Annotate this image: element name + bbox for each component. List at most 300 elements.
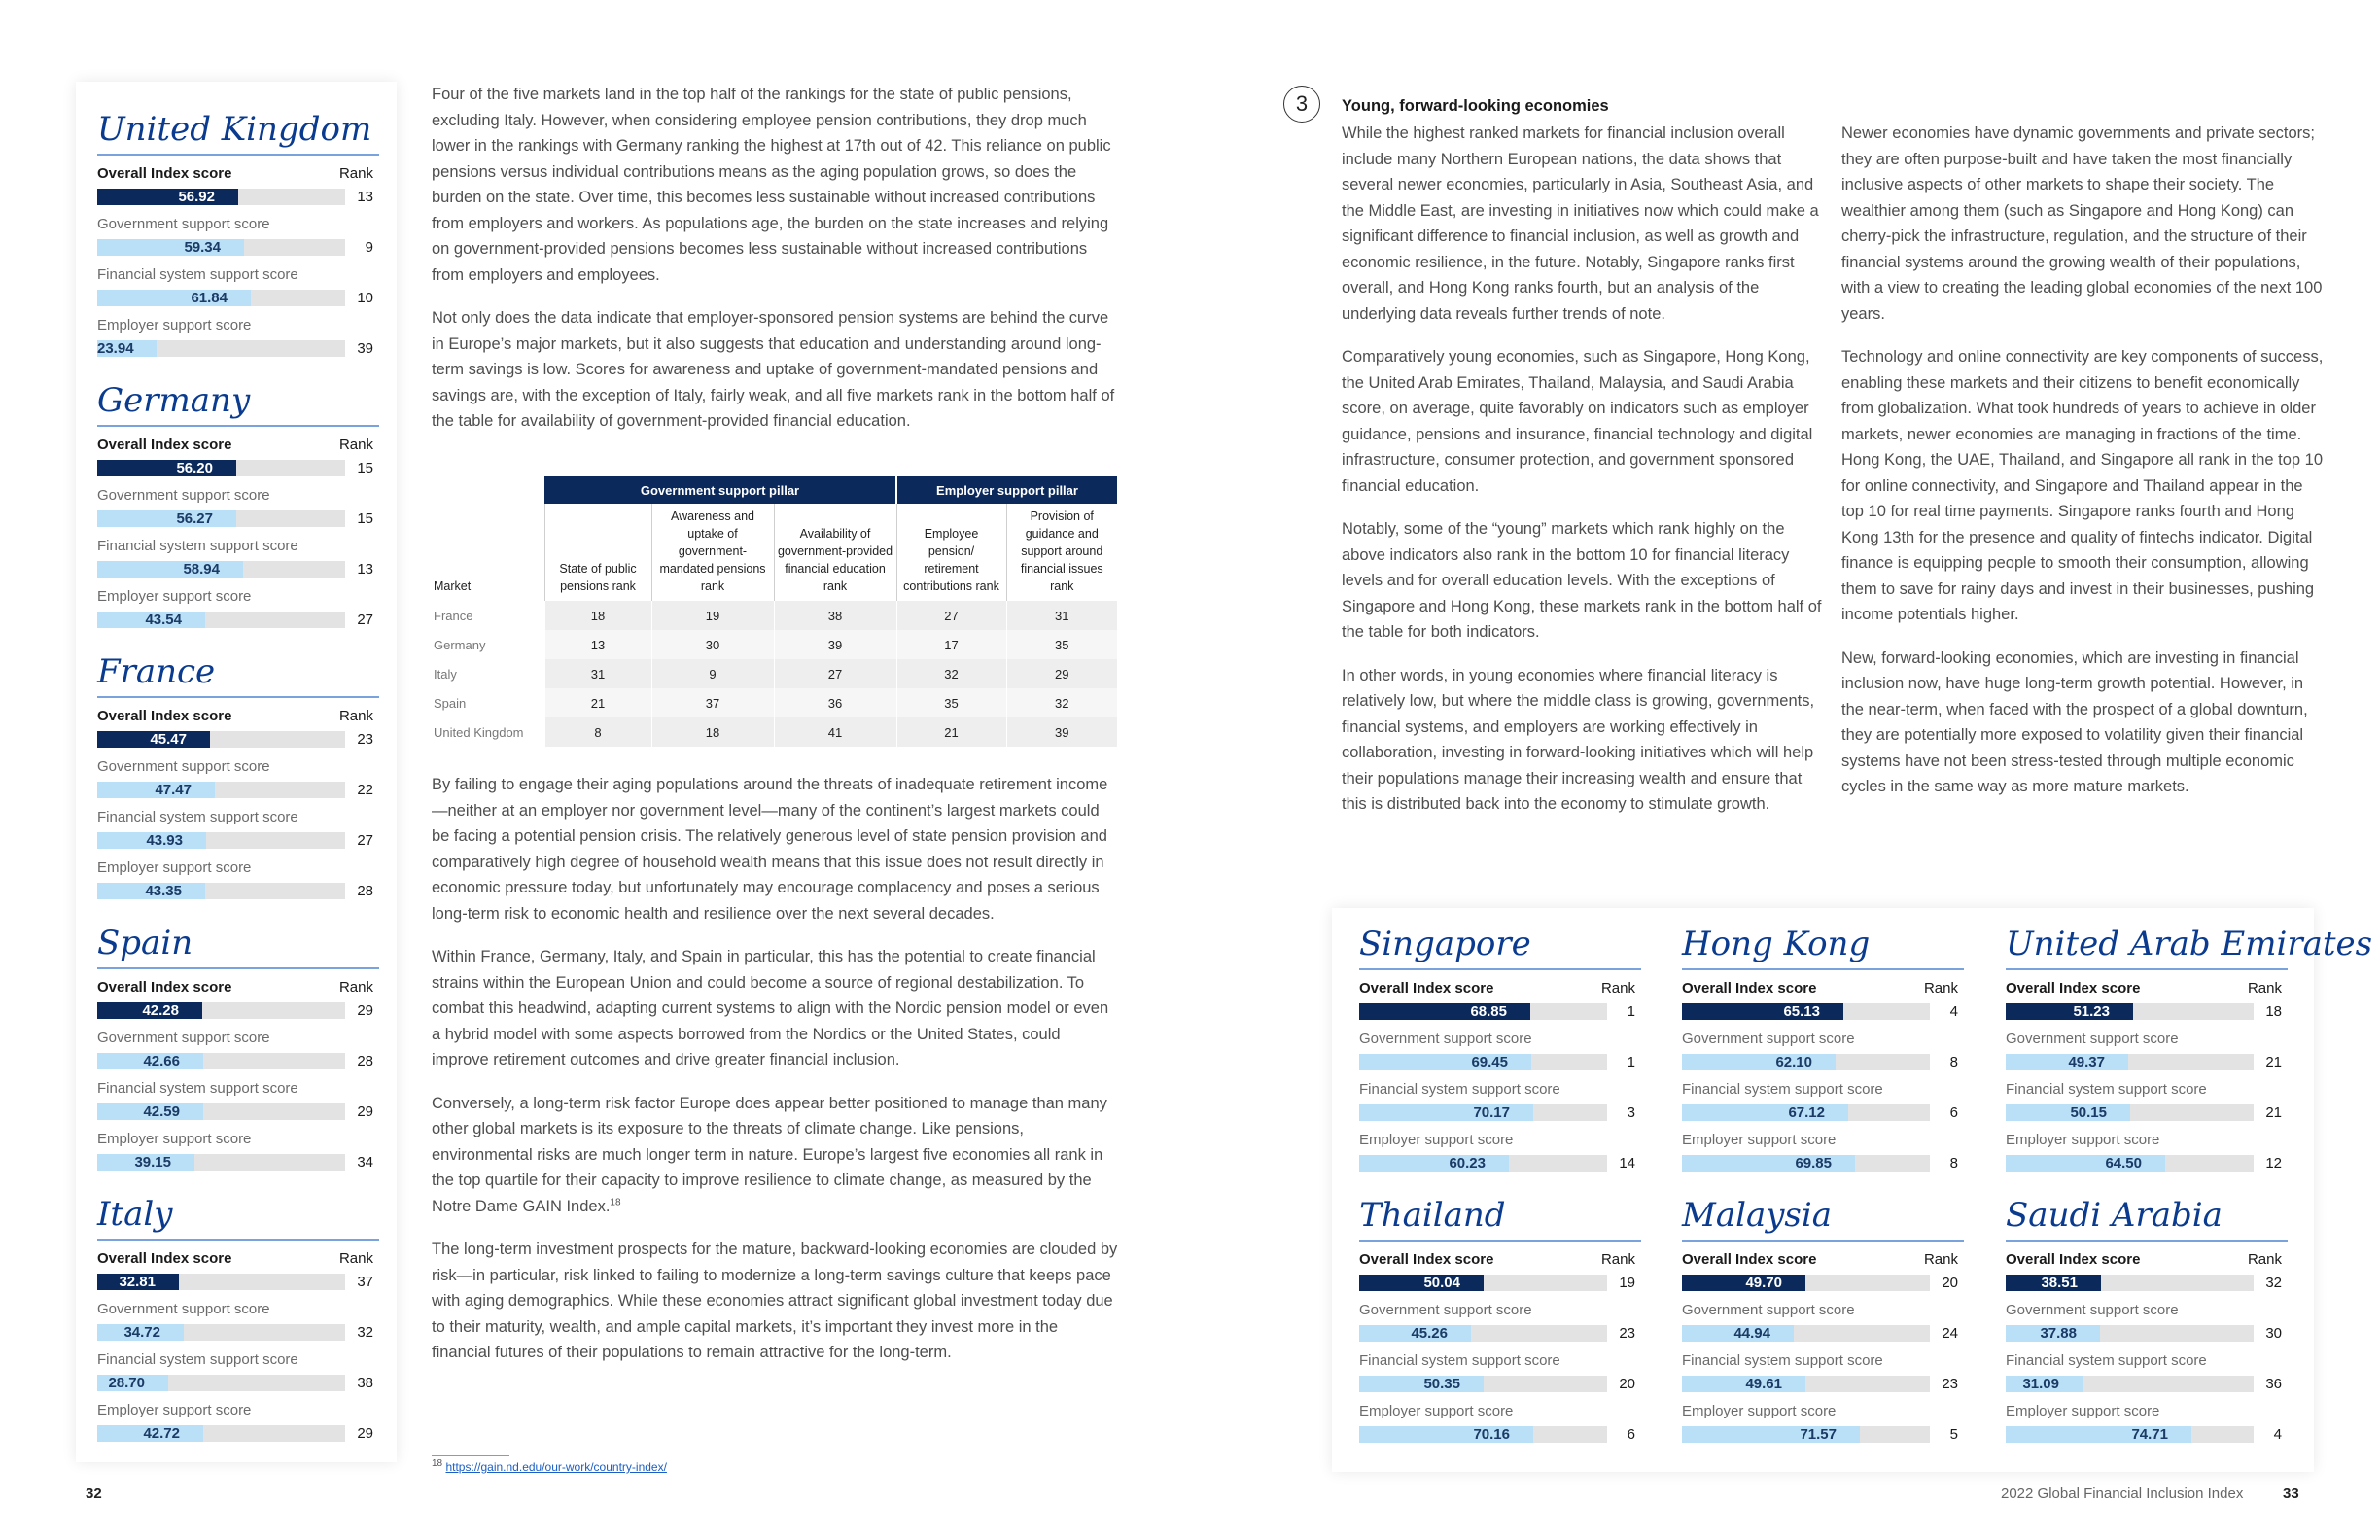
government-support-score-label: Government support score [2006, 1031, 2179, 1047]
employer-support-score-bar-track [97, 612, 345, 628]
government-support-score-label: Government support score [1682, 1031, 1855, 1047]
rank-cell: 38 [774, 601, 896, 630]
government-support-score-bar-track [97, 782, 345, 798]
financial-system-support-score-rank: 20 [1619, 1376, 1635, 1392]
country-name: Saudi Arabia [2006, 1195, 2288, 1242]
employer-support-score-bar-track [1682, 1426, 1930, 1443]
employer-support-score-label: Employer support score [1682, 1403, 1837, 1419]
government-support-score-row [2006, 1302, 2288, 1352]
overall-index-score-rank: 1 [1627, 1003, 1635, 1020]
government-support-score-rank: 15 [357, 510, 373, 527]
employer-support-score-rank: 28 [357, 883, 373, 899]
government-support-score-rank: 22 [357, 782, 373, 798]
footnote-number: 18 [432, 1458, 443, 1469]
employer-support-score-row [97, 1402, 379, 1452]
paragraph: New, forward-looking economies, which are investing in financial inclusion now, have huge long-term growth potential. However, in the near-term, when faced with the prospect of a global downturn, they are potentially more exposed to volatility given their financial systems have not been stress-tested through multiple economic cycles in the same way as more mature markets. [1841, 648, 2308, 795]
financial-system-support-score-rank: 36 [2265, 1376, 2282, 1392]
employer-support-score-row [97, 859, 379, 910]
overall-index-score-bar-track [97, 1274, 345, 1290]
market-name-cell: France [434, 608, 473, 623]
employer-pillar-header: Employer support pillar [896, 476, 1117, 504]
government-support-score-bar-track [97, 239, 345, 256]
paragraph-text: Conversely, a long-term risk factor Europe does appear better positioned to manage than many other global markets is its exposure to the threats of climate change. Like pensions, environmental risks are much longer term in nature. Europe’s largest five economies all rank in the top quartile for their capacity to improve resilience to climate change, as measured by the Notre Dame GAIN Index. [432, 1094, 1107, 1215]
paragraph: Notably, some of the “young” markets which rank highly on the above indicators also rank in the bottom 10 for financial literacy levels and for overall education levels. With the exceptions of Singapore and Hong Kong, these markets rank in the bottom half of the table for both indicators. [1342, 520, 1822, 641]
overall-index-score-rank: 20 [1942, 1275, 1958, 1291]
employer-support-score-label: Employer support score [1682, 1132, 1837, 1148]
rank-header: Rank [2247, 1251, 2282, 1268]
employer-support-score-row [1682, 1132, 1964, 1182]
country-name: Thailand [1359, 1195, 1641, 1242]
financial-system-support-score-bar: 31.09 [2006, 1376, 2082, 1392]
financial-system-support-score-label: Financial system support score [97, 809, 298, 825]
rank-header: Rank [1600, 980, 1635, 997]
financial-system-support-score-bar-track [97, 1375, 345, 1391]
financial-system-support-score-bar-track [2006, 1376, 2254, 1392]
rank-cell: 29 [1006, 659, 1117, 688]
financial-system-support-score-rank: 6 [1949, 1104, 1958, 1121]
financial-system-support-score-rank: 21 [2265, 1104, 2282, 1121]
country-card [97, 923, 379, 1185]
country-card [2006, 924, 2373, 1186]
financial-system-support-score-row [2006, 1081, 2288, 1132]
overall-index-score-bar-track [2006, 1003, 2254, 1020]
rank-cell: 32 [1006, 688, 1117, 718]
employer-support-score-rank: 4 [2273, 1426, 2282, 1443]
rank-cell: 17 [896, 630, 1006, 659]
employer-support-score-label: Employer support score [2006, 1132, 2160, 1148]
column-header-market: Market [434, 579, 472, 593]
government-support-score-rank: 21 [2265, 1054, 2282, 1070]
employer-support-score-bar-track [97, 883, 345, 899]
paragraph [432, 1091, 1118, 1220]
paragraph: Technology and online connectivity are key components of success, enabling these markets and their citizens to benefit economically from globalization. What took hundreds of years to achieve in older markets, newer economies are managing in fractions of the time. Hong Kong, the UAE, Thailand, and Singapore all rank in the top 10 for online connectivity, and Singapore and Thailand appear in the top 10 for real time payments. Singapore ranks fourth and Hong Kong 13th for the presence and quality of fintechs indicator. Digital finance is equipping people to smooth their consumption, allowing them to save for rainy days and invest in their businesses, pushing income potentials higher. [1841, 348, 2324, 623]
overall-index-score-bar-track [2006, 1275, 2254, 1291]
overall-index-score-row [97, 979, 379, 1030]
country-card [2006, 1195, 2288, 1457]
government-support-score-row [2006, 1031, 2288, 1081]
employer-support-score-bar-track [97, 1425, 345, 1442]
government-support-score-label: Government support score [2006, 1302, 2179, 1318]
government-support-score-bar: 62.10 [1682, 1054, 1836, 1070]
column-header-awareness: Awareness and uptake of government-mandated pensions rank [651, 504, 774, 601]
employer-support-score-rank: 29 [357, 1425, 373, 1442]
financial-system-support-score-rank: 10 [357, 290, 373, 306]
government-support-score-bar-track [97, 1324, 345, 1341]
employer-support-score-rank: 27 [357, 612, 373, 628]
employer-support-score-rank: 5 [1949, 1426, 1958, 1443]
footer-title: 2022 Global Financial Inclusion Index [2001, 1486, 2244, 1502]
overall-index-score-row [97, 708, 379, 758]
government-support-score-bar-track [97, 1053, 345, 1069]
government-support-score-rank: 32 [357, 1324, 373, 1341]
rank-cell: 39 [774, 630, 896, 659]
government-support-score-rank: 8 [1949, 1054, 1958, 1070]
employer-support-score-rank: 34 [357, 1154, 373, 1171]
rank-cell: 32 [896, 659, 1006, 688]
overall-index-score-bar: 32.81 [97, 1274, 179, 1290]
financial-system-support-score-bar: 28.70 [97, 1375, 168, 1391]
government-support-score-bar: 49.37 [2006, 1054, 2128, 1070]
market-name-cell: Germany [434, 637, 486, 652]
government-pillar-header: Government support pillar [544, 476, 896, 504]
financial-system-support-score-bar-track [1682, 1104, 1930, 1121]
overall-index-score-bar: 56.92 [97, 189, 238, 205]
column-header-education: Availability of government-provided financial education rank [774, 504, 896, 601]
financial-system-support-score-row [1682, 1352, 1964, 1403]
financial-system-support-score-bar: 42.59 [97, 1103, 203, 1120]
right-text-col1 [1342, 121, 1828, 835]
rank-cell: 41 [774, 718, 896, 747]
rank-header: Rank [2247, 980, 2282, 997]
financial-system-support-score-bar: 50.35 [1359, 1376, 1484, 1392]
employer-support-score-bar-track [1359, 1155, 1607, 1172]
overall-index-score-label: Overall Index score [97, 437, 232, 453]
government-support-score-rank: 9 [365, 239, 373, 256]
employer-support-score-bar: 43.35 [97, 883, 205, 899]
country-card [1359, 1195, 1641, 1457]
rank-header: Rank [1923, 1251, 1958, 1268]
employer-support-score-label: Employer support score [97, 588, 252, 605]
overall-index-score-label: Overall Index score [1359, 980, 1494, 997]
employer-support-score-bar: 42.72 [97, 1425, 203, 1442]
government-support-score-label: Government support score [97, 216, 270, 232]
pillar-rank-table [432, 476, 1117, 747]
financial-system-support-score-bar-track [1682, 1376, 1930, 1392]
employer-support-score-row [1359, 1132, 1641, 1182]
rank-cell: 30 [651, 630, 774, 659]
financial-system-support-score-bar-track [2006, 1104, 2254, 1121]
financial-system-support-score-bar-track [97, 561, 345, 578]
overall-index-score-rank: 29 [357, 1002, 373, 1019]
government-support-score-row [97, 487, 379, 538]
overall-index-score-label: Overall Index score [1682, 980, 1817, 997]
government-support-score-bar-track [1682, 1054, 1930, 1070]
footnote-link[interactable]: https://gain.nd.edu/our-work/country-index/ [445, 1460, 667, 1474]
footnote-divider [432, 1455, 509, 1456]
overall-index-score-label: Overall Index score [1359, 1251, 1494, 1268]
government-support-score-bar-track [1359, 1054, 1607, 1070]
employer-support-score-bar: 69.85 [1682, 1155, 1855, 1172]
overall-index-score-label: Overall Index score [2006, 980, 2141, 997]
employer-support-score-row [1359, 1403, 1641, 1453]
column-header-guidance: Provision of guidance and support around financial issues rank [1006, 504, 1117, 601]
financial-system-support-score-bar: 58.94 [97, 561, 243, 578]
overall-index-score-bar: 49.70 [1682, 1275, 1805, 1291]
government-support-score-row [97, 758, 379, 809]
paragraph: Newer economies have dynamic governments and private sectors; they are often purpose-built and have taken the most financially inclusive aspects of other markets to shape their society. The wealthier among them (such as Singapore and Hong Kong) can cherry-pick the infrastructure, regulation, and the structure of their financial systems around the growing wealth of their populations, with a view to creating the leading global economies of the next 100 years. [1841, 124, 2323, 323]
table-row [432, 659, 1117, 688]
rank-cell: 21 [896, 718, 1006, 747]
employer-support-score-bar: 64.50 [2006, 1155, 2165, 1172]
section-number-badge: 3 [1283, 86, 1320, 122]
financial-system-support-score-bar: 43.93 [97, 832, 206, 849]
rank-cell: 39 [1006, 718, 1117, 747]
overall-index-score-row [2006, 980, 2288, 1031]
financial-system-support-score-label: Financial system support score [1359, 1352, 1560, 1369]
financial-system-support-score-rank: 3 [1627, 1104, 1635, 1121]
section-heading: Young, forward-looking economies [1342, 97, 1609, 115]
government-support-score-label: Government support score [97, 758, 270, 775]
overall-index-score-row [1682, 980, 1964, 1031]
overall-index-score-bar-track [97, 189, 345, 205]
financial-system-support-score-bar: 61.84 [97, 290, 251, 306]
financial-system-support-score-label: Financial system support score [97, 266, 298, 283]
overall-index-score-bar-track [1682, 1003, 1930, 1020]
overall-index-score-rank: 19 [1619, 1275, 1635, 1291]
government-support-score-label: Government support score [1682, 1302, 1855, 1318]
country-name: Italy [97, 1194, 379, 1241]
overall-index-score-rank: 13 [357, 189, 373, 205]
employer-support-score-bar-track [2006, 1155, 2254, 1172]
overall-index-score-bar: 51.23 [2006, 1003, 2133, 1020]
government-support-score-rank: 1 [1627, 1054, 1635, 1070]
rank-cell: 37 [651, 688, 774, 718]
financial-system-support-score-bar: 50.15 [2006, 1104, 2130, 1121]
financial-system-support-score-row [2006, 1352, 2288, 1403]
government-support-score-row [1682, 1302, 1964, 1352]
government-support-score-row [97, 216, 379, 266]
employer-support-score-row [2006, 1403, 2288, 1453]
financial-system-support-score-label: Financial system support score [1359, 1081, 1560, 1098]
overall-index-score-label: Overall Index score [97, 979, 232, 996]
employer-support-score-row [2006, 1132, 2288, 1182]
financial-system-support-score-rank: 23 [1942, 1376, 1958, 1392]
paragraph: Comparatively young economies, such as Singapore, Hong Kong, the United Arab Emirates, Thailand, Malaysia, and Saudi Arabia score, on average, quite favorably on indicators such as employer guidance, pensions and insurance, financial technology and digital infrastructure, consumer protection, and government sponsored financial education. [1342, 348, 1813, 495]
government-support-score-row [97, 1030, 379, 1080]
country-name: France [97, 651, 379, 698]
employer-support-score-bar-track [2006, 1426, 2254, 1443]
employer-support-score-label: Employer support score [1359, 1403, 1514, 1419]
financial-system-support-score-label: Financial system support score [1682, 1081, 1883, 1098]
financial-system-support-score-row [1359, 1081, 1641, 1132]
financial-system-support-score-bar-track [1359, 1104, 1607, 1121]
paragraph: In other words, in young economies where financial literacy is relatively low, but where the middle class is growing, governments, financial systems, and employers are working effectively in collaboration, investing in forward-looking initiatives which will help their populations manage their increasing wealth and ensure that this is distributed back into the economy to stimulate growth. [1342, 666, 1815, 813]
financial-system-support-score-label: Financial system support score [1682, 1352, 1883, 1369]
employer-support-score-label: Employer support score [97, 1131, 252, 1147]
rank-cell: 8 [544, 718, 651, 747]
employer-support-score-rank: 6 [1627, 1426, 1635, 1443]
country-name: Hong Kong [1682, 924, 1964, 970]
paragraph: By failing to engage their aging populations around the threats of inadequate retirement income—neither at an employer nor government level—many of the continent’s largest markets could be facing a potential pension crisis. The relatively generous level of state pension provision and comparatively high degree of household wealth means that this issue does not result directly in economic pressure today, but unfortunately may encourage complacency and poses a serious long-term risk to economic health and resilience over the next several decades. [432, 776, 1108, 923]
overall-index-score-rank: 18 [2265, 1003, 2282, 1020]
page-number-right: 33 [2283, 1486, 2299, 1502]
government-support-score-bar: 45.26 [1359, 1325, 1471, 1342]
employer-support-score-rank: 14 [1619, 1155, 1635, 1172]
employer-support-score-label: Employer support score [97, 859, 252, 876]
employer-support-score-bar: 74.71 [2006, 1426, 2191, 1443]
government-support-score-bar-track [1359, 1325, 1607, 1342]
employer-support-score-bar: 43.54 [97, 612, 205, 628]
government-support-score-label: Government support score [97, 1030, 270, 1046]
government-support-score-row [1682, 1031, 1964, 1081]
rank-cell: 35 [896, 688, 1006, 718]
government-support-score-bar: 34.72 [97, 1324, 184, 1341]
overall-index-score-row [1359, 1251, 1641, 1302]
market-name-cell: United Kingdom [434, 724, 524, 740]
overall-index-score-label: Overall Index score [97, 1250, 232, 1267]
rank-cell: 36 [774, 688, 896, 718]
overall-index-score-bar-track [1359, 1275, 1607, 1291]
financial-system-support-score-row [1359, 1352, 1641, 1403]
financial-system-support-score-bar: 67.12 [1682, 1104, 1848, 1121]
rank-header: Rank [338, 979, 373, 996]
rank-cell: 13 [544, 630, 651, 659]
overall-index-score-bar: 56.20 [97, 460, 236, 476]
financial-system-support-score-row [1682, 1081, 1964, 1132]
rank-cell: 31 [1006, 601, 1117, 630]
country-card [97, 109, 379, 371]
employer-support-score-rank: 12 [2265, 1155, 2282, 1172]
overall-index-score-label: Overall Index score [1682, 1251, 1817, 1268]
paragraph: Four of the five markets land in the top half of the rankings for the state of public pensions, excluding Italy. However, when considering employee pension contributions, they drop much lower in the rankings with Germany ranking the highest at 17th out of 42. This reliance on public pensions versus individual contributions means as the aging population grows, so does the burden on the state. Over time, this becomes less sustainable without increased contributions from employers and workers. As populations age, the burden on the state increases and relying on government-provided pensions becomes less sustainable without increased contributions from employers and employees. [432, 86, 1111, 284]
employer-support-score-bar-track [97, 340, 345, 357]
overall-index-score-bar-track [1682, 1275, 1930, 1291]
rank-header: Rank [1600, 1251, 1635, 1268]
government-support-score-rank: 28 [357, 1053, 373, 1069]
left-text-bottom [432, 772, 1118, 1383]
page-number-left: 32 [86, 1486, 102, 1502]
employer-support-score-rank: 39 [357, 340, 373, 357]
employer-support-score-row [97, 1131, 379, 1181]
employer-support-score-bar-track [97, 1154, 345, 1171]
country-card [1359, 924, 1641, 1186]
country-card [97, 380, 379, 643]
country-name: United Arab Emirates [2006, 924, 2288, 970]
financial-system-support-score-rank: 38 [357, 1375, 373, 1391]
overall-index-score-row [2006, 1251, 2288, 1302]
government-support-score-label: Government support score [1359, 1302, 1532, 1318]
overall-index-score-bar-track [1359, 1003, 1607, 1020]
government-support-score-bar: 59.34 [97, 239, 244, 256]
overall-index-score-bar-track [97, 1002, 345, 1019]
table-corner [432, 476, 544, 504]
financial-system-support-score-row [97, 1351, 379, 1402]
overall-index-score-bar: 68.85 [1359, 1003, 1530, 1020]
financial-system-support-score-rank: 29 [357, 1103, 373, 1120]
employer-support-score-bar: 39.15 [97, 1154, 194, 1171]
rank-cell: 27 [896, 601, 1006, 630]
rank-cell: 18 [544, 601, 651, 630]
financial-system-support-score-label: Financial system support score [2006, 1081, 2207, 1098]
left-text-top [432, 82, 1118, 452]
table-row [432, 630, 1117, 659]
rank-cell: 35 [1006, 630, 1117, 659]
rank-header: Rank [338, 165, 373, 182]
country-card [97, 1194, 379, 1456]
government-support-score-bar: 44.94 [1682, 1325, 1794, 1342]
employer-support-score-rank: 8 [1949, 1155, 1958, 1172]
table-row [432, 688, 1117, 718]
financial-system-support-score-label: Financial system support score [97, 538, 298, 554]
country-name: United Kingdom [97, 109, 379, 156]
financial-system-support-score-row [97, 1080, 379, 1131]
paragraph: While the highest ranked markets for financial inclusion overall include many Northern European nations, the data shows that several newer economies, particularly in Asia, Southeast Asia, and the Middle East, are investing in initiatives now which could make a significant difference to financial inclusion, as well as growth and economic resilience, in the future. Notably, Singapore ranks first overall, and Hong Kong ranks fourth, but an analysis of the underlying data reveals further trends of note. [1342, 124, 1819, 323]
table-row [432, 718, 1117, 747]
government-support-score-bar: 56.27 [97, 510, 236, 527]
overall-index-score-bar-track [97, 460, 345, 476]
rank-header: Rank [338, 437, 373, 453]
government-support-score-rank: 30 [2265, 1325, 2282, 1342]
rank-header: Rank [1923, 980, 1958, 997]
government-support-score-bar: 42.66 [97, 1053, 203, 1069]
employer-support-score-row [97, 317, 379, 368]
overall-index-score-rank: 23 [357, 731, 373, 748]
government-support-score-rank: 23 [1619, 1325, 1635, 1342]
employer-support-score-label: Employer support score [1359, 1132, 1514, 1148]
government-support-score-bar: 37.88 [2006, 1325, 2100, 1342]
government-support-score-bar: 47.47 [97, 782, 215, 798]
employer-support-score-bar: 71.57 [1682, 1426, 1860, 1443]
rank-cell: 27 [774, 659, 896, 688]
overall-index-score-row [1682, 1251, 1964, 1302]
employer-support-score-bar: 23.94 [97, 340, 157, 357]
overall-index-score-row [97, 165, 379, 216]
government-support-score-label: Government support score [1359, 1031, 1532, 1047]
overall-index-score-label: Overall Index score [97, 708, 232, 724]
rank-cell: 31 [544, 659, 651, 688]
employer-support-score-bar-track [1359, 1426, 1607, 1443]
employer-support-score-label: Employer support score [97, 1402, 252, 1418]
overall-index-score-rank: 15 [357, 460, 373, 476]
table-row [432, 601, 1117, 630]
overall-index-score-bar: 65.13 [1682, 1003, 1843, 1020]
country-name: Singapore [1359, 924, 1641, 970]
financial-system-support-score-label: Financial system support score [2006, 1352, 2207, 1369]
financial-system-support-score-row [97, 266, 379, 317]
country-name: Germany [97, 380, 379, 427]
overall-index-score-rank: 37 [357, 1274, 373, 1290]
country-name: Malaysia [1682, 1195, 1964, 1242]
government-support-score-label: Government support score [97, 487, 270, 504]
overall-index-score-bar: 42.28 [97, 1002, 202, 1019]
country-card [97, 651, 379, 914]
financial-system-support-score-bar-track [97, 832, 345, 849]
paragraph: Within France, Germany, Italy, and Spain in particular, this has the potential to create financial strains within the European Union and could become a source of regional destabilization. To combat this headwind, adapting current systems to align with the Nordic pension model or even a hybrid model with some aspects borrowed from the Nordics or the United States, could improve retirement outcomes and drive greater financial inclusion. [432, 948, 1109, 1068]
market-name-cell: Italy [434, 666, 457, 682]
rank-cell: 9 [651, 659, 774, 688]
financial-system-support-score-bar: 70.17 [1359, 1104, 1533, 1121]
employer-support-score-row [1682, 1403, 1964, 1453]
overall-index-score-row [97, 1250, 379, 1301]
column-header-public-pensions: State of public pensions rank [544, 504, 651, 601]
overall-index-score-bar: 50.04 [1359, 1275, 1484, 1291]
column-header-contributions: Employee pension/ retirement contributions rank [896, 504, 1006, 601]
overall-index-score-rank: 4 [1949, 1003, 1958, 1020]
employer-support-score-bar: 70.16 [1359, 1426, 1533, 1443]
overall-index-score-label: Overall Index score [97, 165, 232, 182]
employer-support-score-label: Employer support score [2006, 1403, 2160, 1419]
government-support-score-bar-track [2006, 1054, 2254, 1070]
employer-support-score-bar-track [1682, 1155, 1930, 1172]
rank-cell: 21 [544, 688, 651, 718]
employer-support-score-row [97, 588, 379, 639]
paragraph: The long-term investment prospects for the mature, backward-looking economies are clouded by risk—in particular, risk linked to failing to modernize a long-term savings culture that keeps pace with aging demographics. While these economies attract significant global investment today due to their maturity, wealth, and ample capital markets, it’s important they invest more in the financial futures of their populations to remain attractive for the long-term. [432, 1241, 1118, 1361]
government-support-score-row [1359, 1031, 1641, 1081]
financial-system-support-score-row [97, 809, 379, 859]
financial-system-support-score-bar-track [97, 290, 345, 306]
financial-system-support-score-bar: 49.61 [1682, 1376, 1805, 1392]
financial-system-support-score-bar-track [1359, 1376, 1607, 1392]
government-support-score-bar-track [97, 510, 345, 527]
financial-system-support-score-rank: 13 [357, 561, 373, 578]
overall-index-score-bar: 38.51 [2006, 1275, 2101, 1291]
financial-system-support-score-label: Financial system support score [97, 1351, 298, 1368]
market-name-cell: Spain [434, 695, 467, 711]
overall-index-score-row [1359, 980, 1641, 1031]
footnote [432, 1460, 667, 1474]
overall-index-score-bar-track [97, 731, 345, 748]
overall-index-score-label: Overall Index score [2006, 1251, 2141, 1268]
